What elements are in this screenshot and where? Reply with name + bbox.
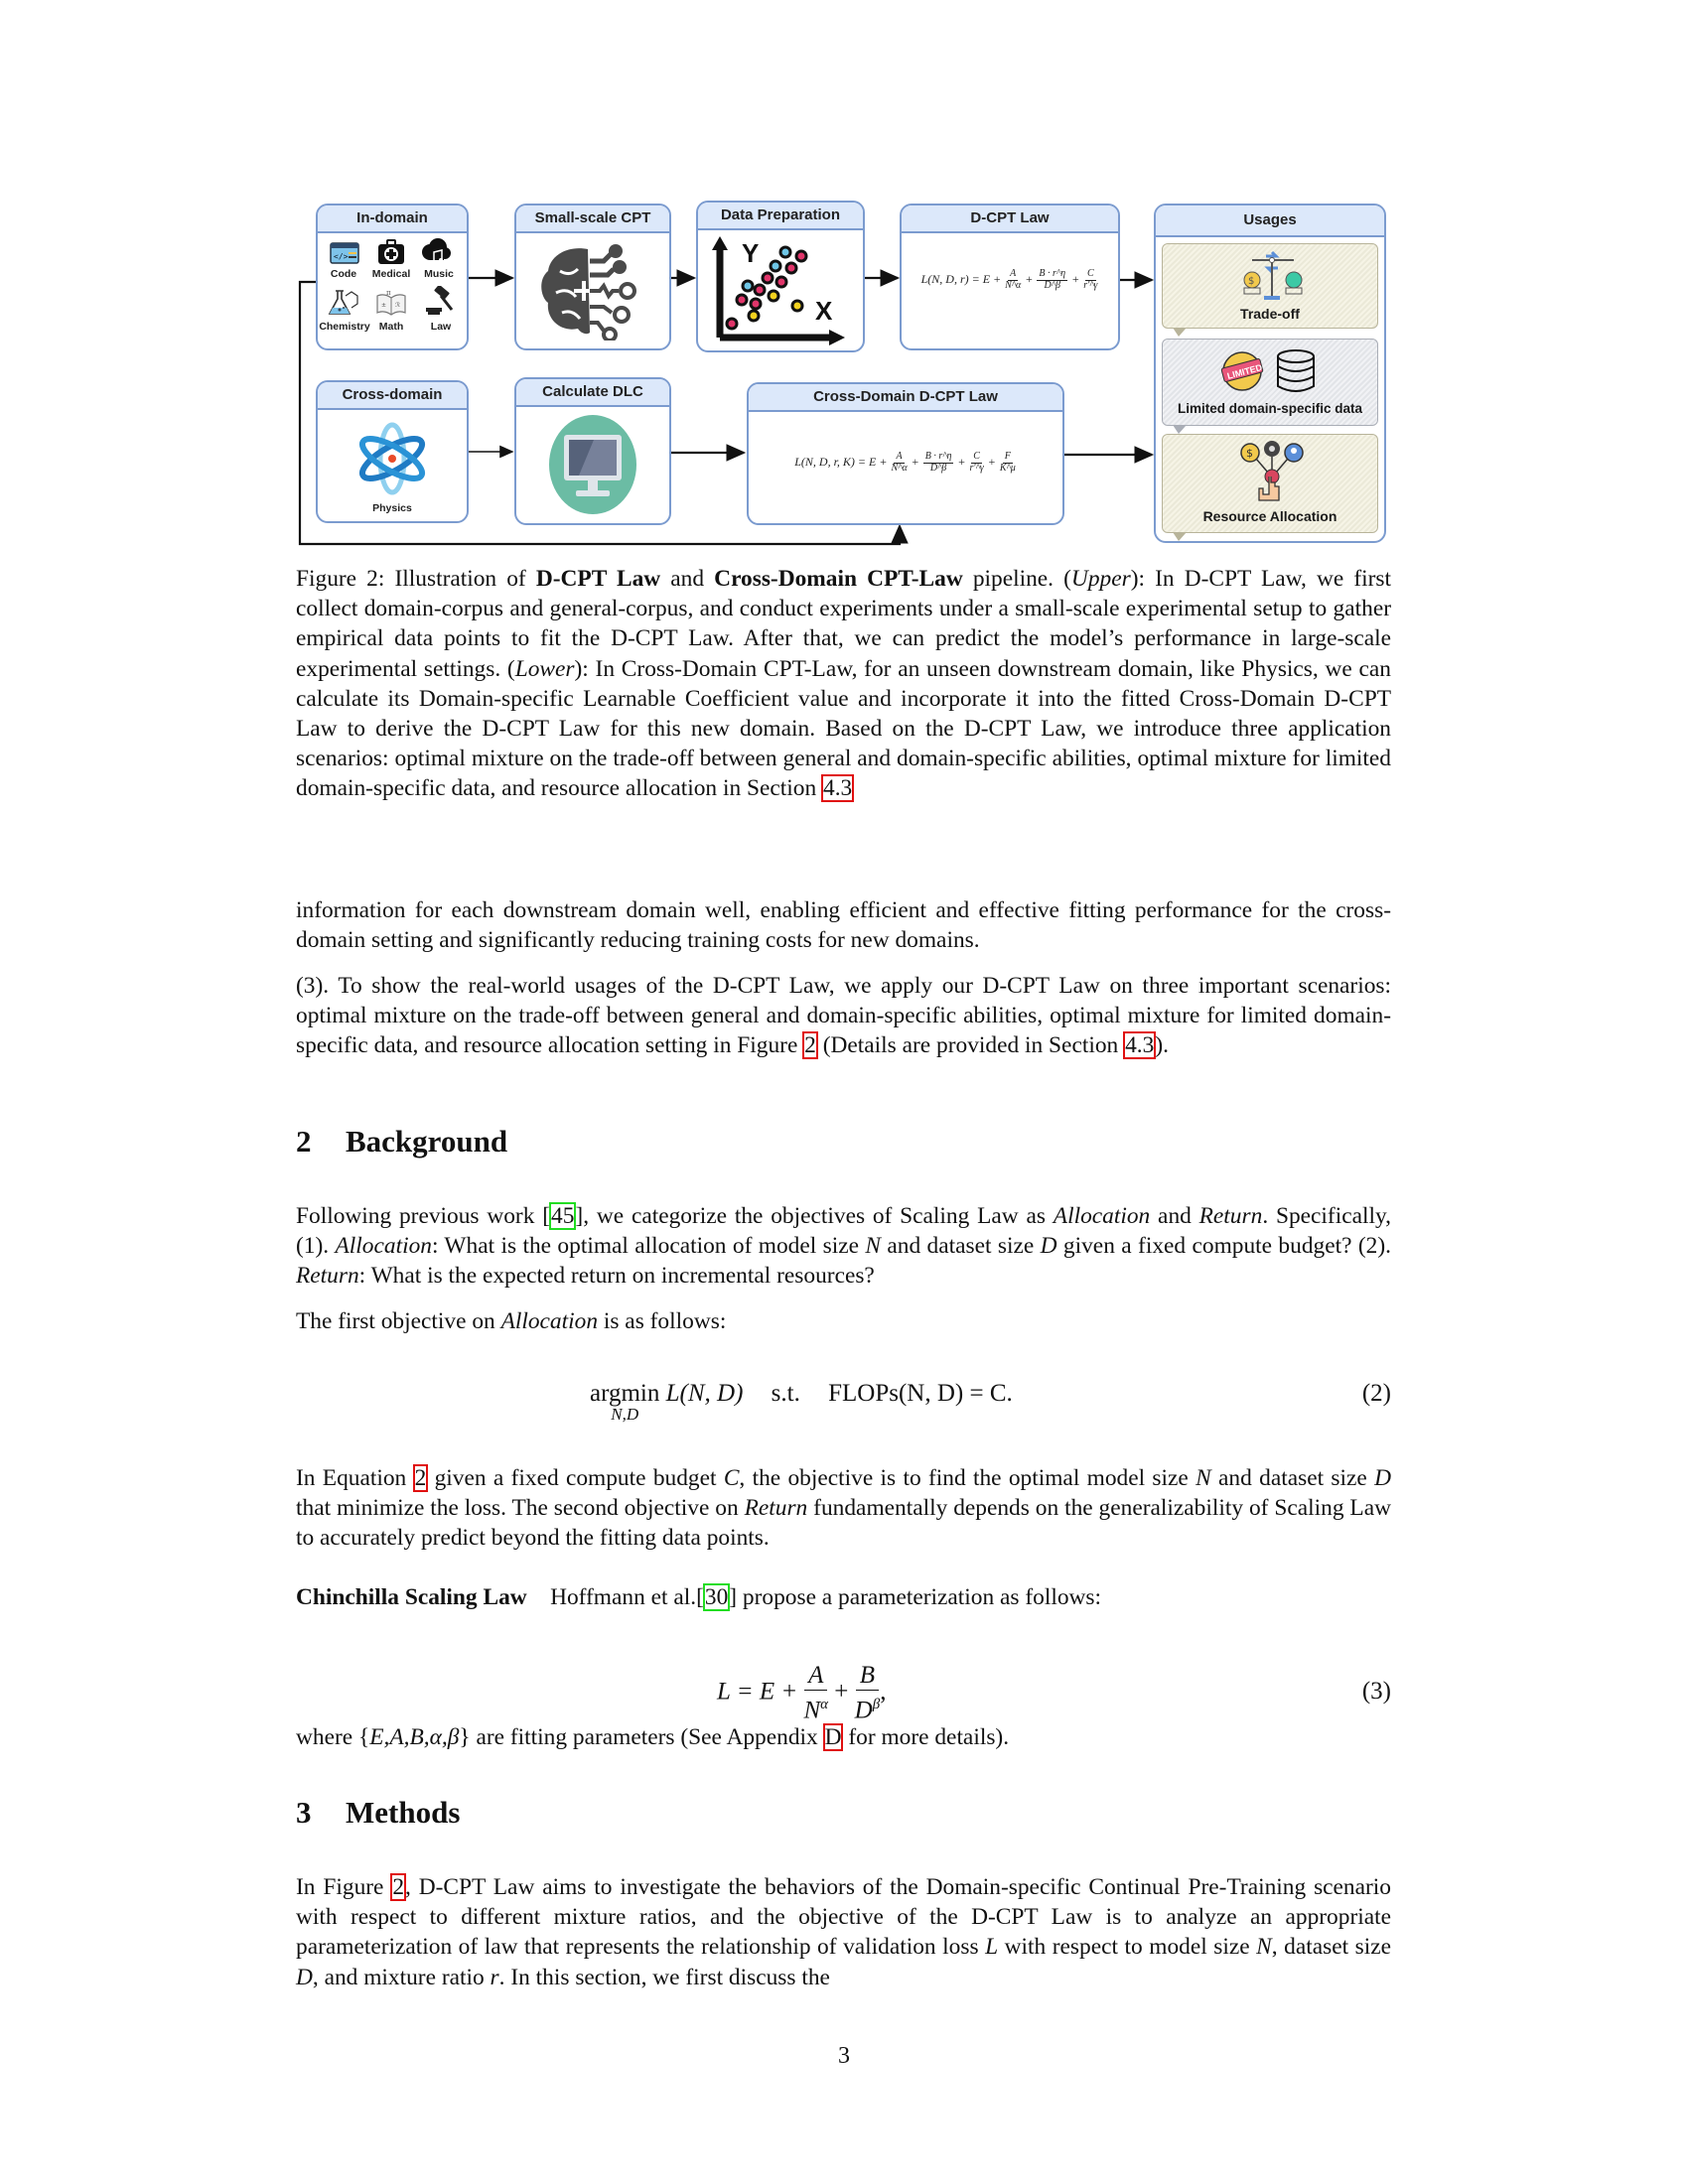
in-domain-box xyxy=(316,204,469,350)
svg-text:ℛ: ℛ xyxy=(395,302,400,309)
usages-title: Usages xyxy=(1156,205,1384,237)
svg-text:X: X xyxy=(815,296,833,326)
equation-3: L = E + $\frac{A}{N^\alpha}$ + $\frac{B}{D^\beta}$ , (3) xyxy=(717,1662,1391,1724)
paragraph-methods-intro: In Figure 2, D-CPT Law aims to investigate the behaviors of the Domain-specific Continual Pre-Training scenario with respect to different mixture ratios, and the objective of the D-CPT Law is to analyze an appropriate parameterization of law that represents the relationship of validation loss L with respect to model size N, dataset size D, and mixture ratio r. In this section, we first discuss the xyxy=(296,1874,1391,1990)
math-book-icon xyxy=(375,288,407,316)
small-scale-cpt-box xyxy=(514,204,671,350)
usage-label-resource-allocation: Resource Allocation xyxy=(1202,508,1337,524)
figure-caption: Figure 2: Illustration of D-CPT Law and Cross-Domain CPT-Law pipeline. (Upper): In D-CPT Law, we first collect domain-corpus and general-corpus, and conduct experiments under a small-scale experimental setup to gather empirical data points to fit the D-CPT Law. After that, we can predict the model’s performance in large-scale experimental settings. (Lower): In Cross-Domain CPT-Law, for an unseen downstream domain, like Physics, we can calculate its Domain-specific Learnable Coefficient value and incorporate it into the fitted Cross-Domain D-CPT Law to derive the D-CPT Law for this new domain. Based on the D-CPT Law, we introduce three application scenarios: optimal mixture on the trade-off between general and domain-specific abilities, optimal mixture for limited domain-specific data, and resource allocation in Section 4.3 xyxy=(296,566,1392,802)
paragraph-equation-2-explanation: In Equation 2 given a fixed compute budget C, the objective is to find the optimal model size N and dataset size D that minimize the loss. The second objective on Return fundamentally depends on the generalizability of Scaling Law to accurately predict beyond the fitting data points. xyxy=(296,1465,1391,1552)
domain-label-math: Math xyxy=(378,321,404,333)
usage-label-limited-data: Limited domain-specific data xyxy=(1177,401,1363,416)
brain-circuit-icon xyxy=(538,241,647,341)
cross-domain-dcpt-law-equation: L(N, D, r, K) = E + $\frac{A}{N\^{}\alpha}$ + $\frac{B \cdot r\^{}\eta}{D\^{}\beta}$ + $\frac{C}{r'\^{}\gamma}$ + $\frac{F}{K\^{}\mu}$ xyxy=(794,451,1016,474)
citation-30-link[interactable]: 30 xyxy=(704,1584,729,1610)
flask-icon xyxy=(328,288,361,318)
paragraph-chinchilla: Chinchilla Scaling Law Hoffmann et al.[30] propose a parameterization as follows: xyxy=(296,1584,1102,1610)
monitor-icon xyxy=(538,413,647,516)
svg-text:±: ± xyxy=(381,302,387,309)
cross-domain-label-physics: Physics xyxy=(372,502,412,514)
svg-text:LIMITED: LIMITED xyxy=(1225,361,1264,381)
section-4-3-link[interactable]: 4.3 xyxy=(823,775,853,802)
paragraph-usages: (3). To show the real-world usages of the D-CPT Law, we apply our D-CPT Law on three important scenarios: optimal mixture on the trade-off between general and domain-specific abilities, optimal mixture for limited domain-specific data, and resource allocation setting in Figure 2 (Details are provided in Section 4.3). xyxy=(296,973,1391,1059)
section-heading-background: 2 Background xyxy=(296,1124,508,1159)
cross-domain-dcpt-law-title: Cross-Domain D-CPT Law xyxy=(749,384,1062,412)
data-preparation-title: Data Preparation xyxy=(698,203,863,230)
paragraph-cross-domain-info: information for each downstream domain well, enabling efficient and effective fitting performance for the cross-domain setting and significantly reducing training costs for new domains. xyxy=(296,897,1391,954)
equation-2-link[interactable]: 2 xyxy=(414,1465,427,1491)
resource-allocation-icon xyxy=(1236,439,1312,504)
svg-text:Y: Y xyxy=(742,238,760,268)
domain-label-chemistry: Chemistry xyxy=(319,321,370,333)
atom-icon xyxy=(357,422,427,495)
paragraph-fitting-parameters: where {E,A,B,α,β} are fitting parameters (See Appendix D for more details). xyxy=(296,1724,1010,1750)
page-number: 3 xyxy=(838,2043,850,2069)
dcpt-law-equation: L(N, D, r) = E + $\frac{A}{N\^{}\alpha}$ + $\frac{B \cdot r\^{}\eta}{D\^{}\beta}$ + $\frac{C}{r'\^{}\gamma}$ xyxy=(920,268,1098,291)
cross-domain-title: Cross-domain xyxy=(318,382,467,410)
domain-label-code: Code xyxy=(330,268,357,280)
cross-domain-dcpt-law-box xyxy=(747,382,1064,525)
svg-text:</>: </> xyxy=(334,252,349,261)
calculate-dlc-box xyxy=(514,377,671,525)
paragraph-first-objective: The first objective on Allocation is as follows: xyxy=(296,1308,727,1334)
svg-text:$: $ xyxy=(1246,447,1253,460)
figure-2-link[interactable]: 2 xyxy=(392,1874,405,1900)
section-heading-methods: 3 Methods xyxy=(296,1795,461,1830)
in-domain-title: In-domain xyxy=(318,205,467,233)
music-cloud-icon xyxy=(421,238,451,266)
svg-text:$: $ xyxy=(1248,276,1255,287)
appendix-d-link[interactable]: D xyxy=(824,1724,842,1750)
paragraph-objectives: Following previous work [45], we categorize the objectives of Scaling Law as Allocation and Return. Specifically, (1). Allocation: What is the optimal allocation of model size N and dataset size D given a fixed compute budget? (2). Return: What is the expected return on incremental resources? xyxy=(296,1203,1392,1290)
usage-card-resource-allocation xyxy=(1162,434,1378,533)
dcpt-law-box xyxy=(900,204,1120,350)
gavel-icon xyxy=(425,286,455,318)
small-scale-cpt-title: Small-scale CPT xyxy=(516,205,669,233)
usage-card-limited-data xyxy=(1162,339,1378,426)
domain-label-law: Law xyxy=(430,321,452,333)
domain-label-music: Music xyxy=(424,268,454,280)
usage-card-trade-off xyxy=(1162,243,1378,329)
usages-box xyxy=(1154,204,1386,543)
citation-45-link[interactable]: 45 xyxy=(551,1203,575,1229)
cross-domain-box xyxy=(316,380,469,523)
dcpt-law-title: D-CPT Law xyxy=(902,205,1118,233)
section-4-3-link[interactable]: 4.3 xyxy=(1125,1032,1155,1059)
figure-2-link[interactable]: 2 xyxy=(804,1032,816,1059)
figure-2-pipeline-diagram xyxy=(288,199,1400,556)
balance-scale-icon xyxy=(1238,250,1308,302)
medical-kit-icon xyxy=(377,239,405,265)
scatter-plot-icon xyxy=(712,234,851,345)
data-preparation-box xyxy=(696,201,865,352)
domain-label-medical: Medical xyxy=(371,268,411,280)
code-window-icon xyxy=(330,241,359,265)
svg-text:π: π xyxy=(386,289,391,297)
usage-label-trade-off: Trade-off xyxy=(1240,306,1300,322)
calculate-dlc-title: Calculate DLC xyxy=(516,379,669,407)
limited-stamp-database-icon xyxy=(1220,347,1330,395)
chinchilla-heading: Chinchilla Scaling Law xyxy=(296,1584,527,1610)
